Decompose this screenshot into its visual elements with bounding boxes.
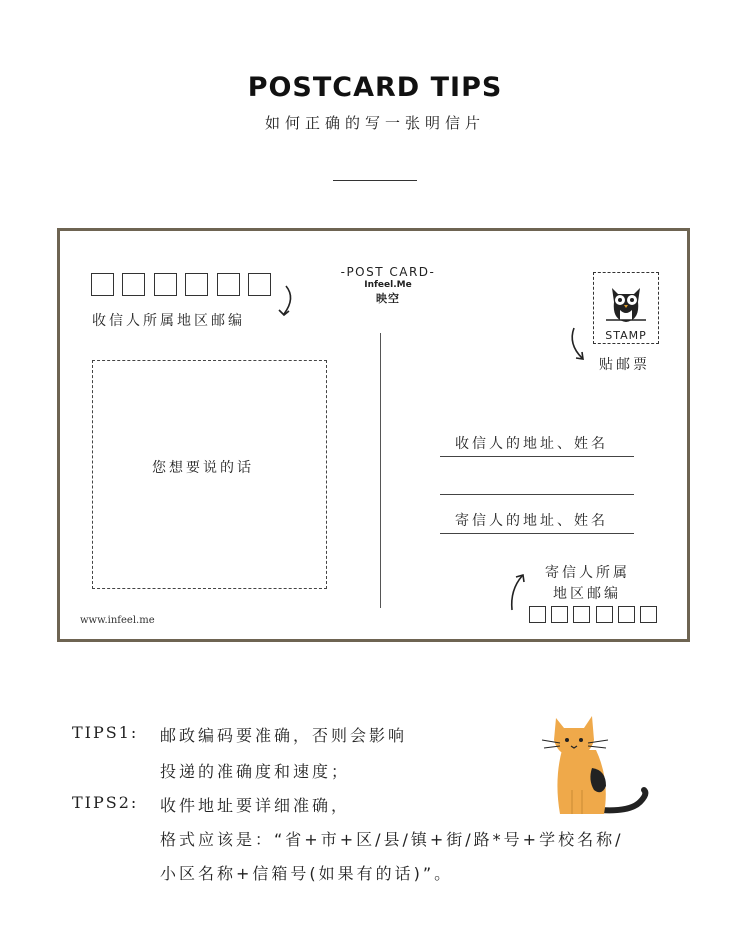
stamp-label: 贴邮票 bbox=[599, 357, 650, 373]
recipient-address-label: 收信人的地址、姓名 bbox=[455, 436, 608, 452]
logo-brand: Infeel.Me bbox=[364, 280, 412, 290]
tip-label: TIPS2: bbox=[72, 793, 139, 812]
sender-address-label: 寄信人的地址、姓名 bbox=[455, 513, 608, 529]
cat-illustration bbox=[540, 710, 670, 822]
address-line bbox=[440, 494, 634, 495]
tip-line: 收件地址要详细准确， bbox=[160, 796, 351, 815]
zip-box bbox=[640, 606, 657, 623]
zip-box bbox=[618, 606, 635, 623]
tip-line: 格式应该是：“省+市+区/县/镇+街/路*号+学校名称/ bbox=[160, 830, 624, 849]
sender-zip-label: 寄信人所属 bbox=[545, 565, 630, 581]
tip-line: 投递的准确度和速度； bbox=[160, 762, 351, 781]
address-line bbox=[440, 456, 634, 457]
address-line bbox=[440, 533, 634, 534]
zip-box bbox=[91, 273, 114, 296]
recipient-zip-label: 收信人所属地区邮编 bbox=[92, 313, 245, 329]
message-label: 您想要说的话 bbox=[152, 460, 254, 476]
arrow-icon bbox=[508, 570, 530, 612]
tip-line: 小区名称+信箱号(如果有的话)”。 bbox=[160, 864, 454, 883]
page-title: POSTCARD TIPS bbox=[247, 72, 503, 103]
zip-box bbox=[573, 606, 590, 623]
zip-box bbox=[185, 273, 208, 296]
page-subtitle: 如何正确的写一张明信片 bbox=[264, 114, 485, 132]
zip-box bbox=[529, 606, 546, 623]
zip-box bbox=[154, 273, 177, 296]
arrow-icon bbox=[566, 326, 590, 366]
postcard-logo bbox=[334, 265, 442, 306]
zip-box bbox=[596, 606, 613, 623]
tip-line: 邮政编码要准确，否则会影响 bbox=[160, 726, 408, 745]
logo-cn: 映空 bbox=[376, 292, 400, 305]
website-url: www.infeel.me bbox=[80, 615, 155, 626]
zip-box bbox=[217, 273, 240, 296]
zip-box bbox=[551, 606, 568, 623]
tip-label: TIPS1: bbox=[72, 723, 139, 742]
title-divider bbox=[333, 180, 417, 181]
arrow-icon bbox=[276, 284, 298, 320]
stamp-word: STAMP bbox=[605, 329, 647, 342]
logo-title: -POST CARD- bbox=[340, 265, 436, 279]
card-divider bbox=[380, 333, 381, 608]
owl-icon bbox=[606, 282, 646, 326]
sender-zip-label: 地区邮编 bbox=[553, 586, 621, 602]
zip-box bbox=[122, 273, 145, 296]
zip-box bbox=[248, 273, 271, 296]
